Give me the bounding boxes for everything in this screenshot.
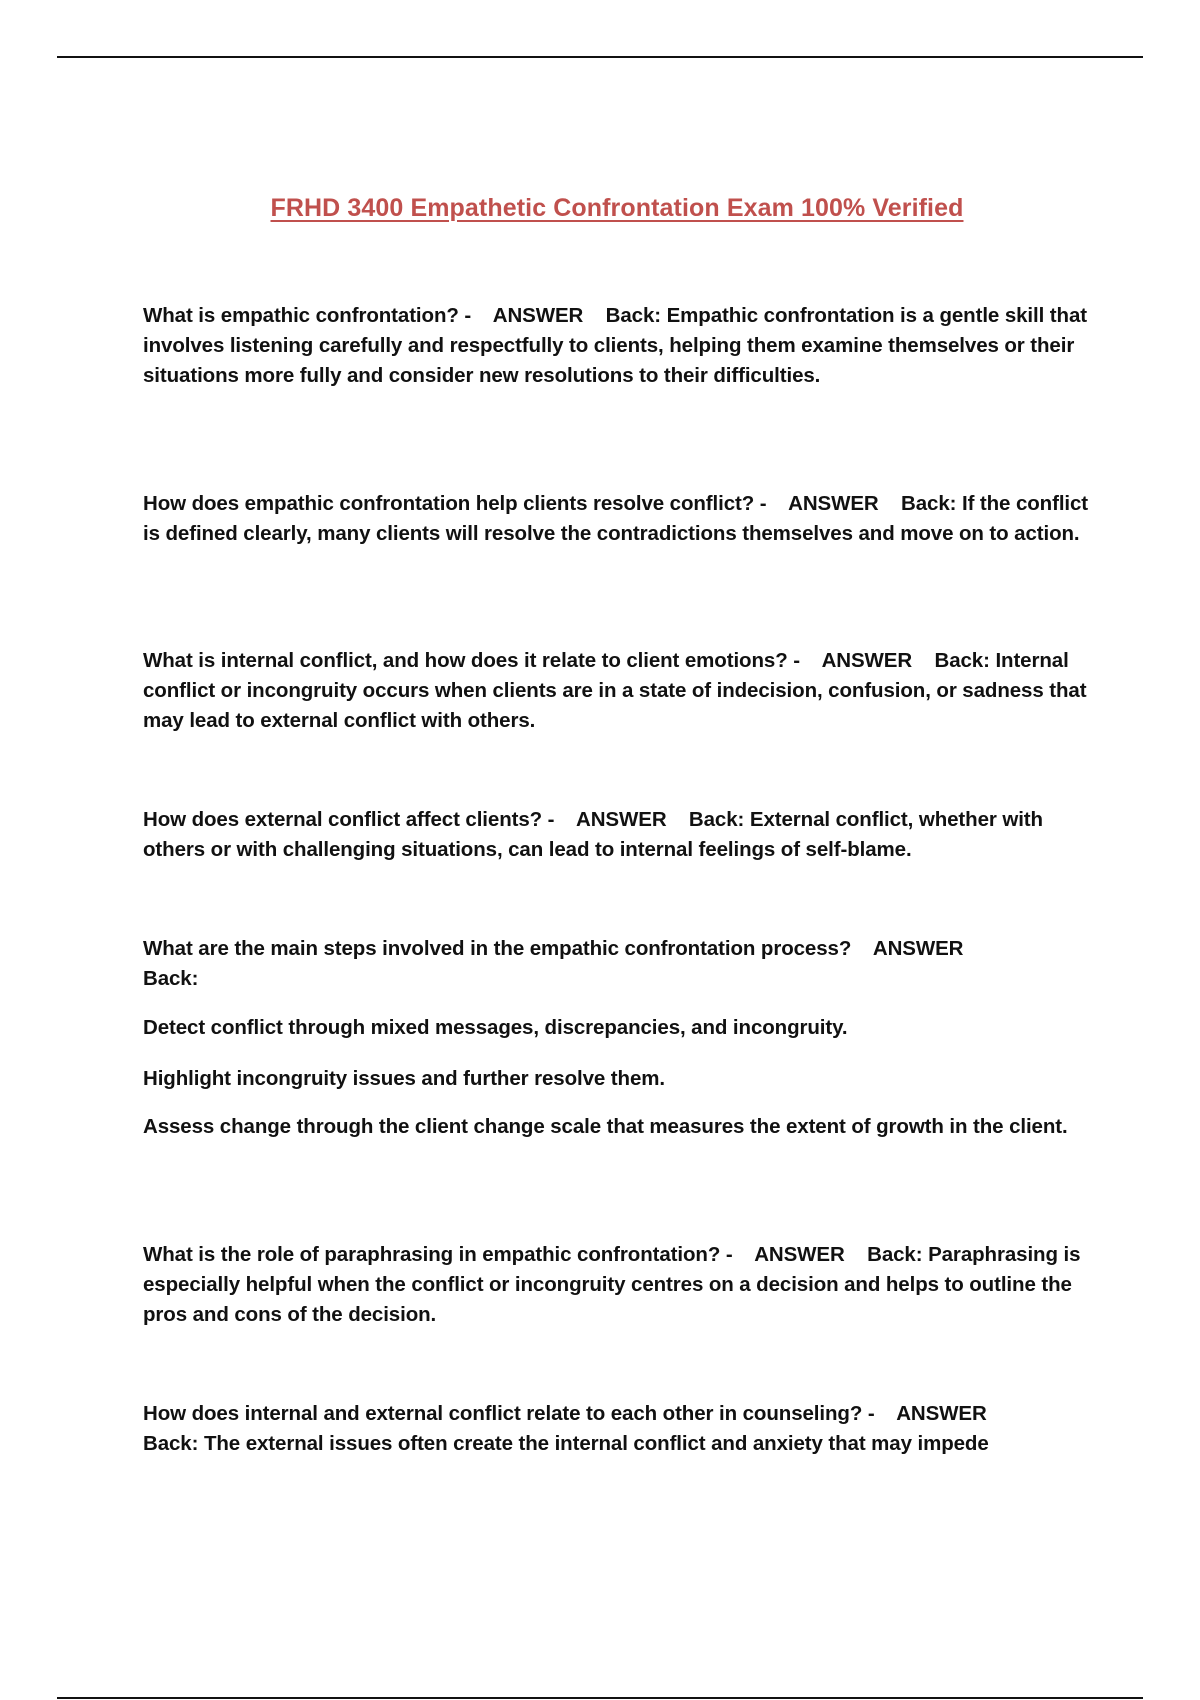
answer-marker: ANSWER: [576, 808, 667, 831]
document-title: FRHD 3400 Empathetic Confrontation Exam 100% Verified: [270, 194, 964, 222]
question-text: What is internal conflict, and how does it relate to client emotions? -: [143, 649, 800, 672]
back-label: Back:: [143, 967, 199, 990]
question-text: What is empathic confrontation? -: [143, 304, 472, 327]
answer-text: External conflict, whether with others or with challenging situations, can lead to internal feelings of self-blame.: [143, 808, 1043, 861]
top-rule: [57, 56, 1143, 58]
question-text: What are the main steps involved in the empathic confrontation process?: [143, 937, 852, 960]
process-step: [143, 1112, 1093, 1142]
answer-text: If the conflict is defined clearly, many clients will resolve the contradictions themselves and move on to action.: [143, 492, 1089, 545]
qa-item: [143, 934, 1093, 994]
qa-item: [143, 1399, 1093, 1459]
bottom-rule: [57, 1697, 1143, 1699]
question-text: What is the role of paraphrasing in empathic confrontation? -: [143, 1243, 733, 1266]
answer-marker: ANSWER: [492, 304, 584, 327]
qa-item: [143, 1240, 1093, 1330]
answer-marker: ANSWER: [896, 1402, 987, 1425]
qa-item: [143, 805, 1093, 865]
question-text: How does external conflict affect clients? -: [143, 808, 555, 831]
answer-marker: ANSWER: [872, 937, 964, 960]
back-label: Back:: [605, 304, 661, 327]
back-label: Back:: [867, 1243, 923, 1266]
qa-item: [143, 301, 1093, 391]
back-label: Back:: [143, 1432, 199, 1455]
answer-text: Internal conflict or incongruity occurs when clients are in a state of indecision, confusion, or sadness that may lead to external conflict with others.: [143, 649, 1087, 732]
qa-item: [143, 489, 1093, 549]
process-step: [143, 1013, 1093, 1043]
step-text: Assess change through the client change scale that measures the extent of growth in the client.: [143, 1115, 1068, 1138]
answer-marker: ANSWER: [788, 492, 879, 515]
question-text: How does internal and external conflict relate to each other in counseling? -: [143, 1402, 875, 1425]
qa-item: [143, 646, 1093, 736]
answer-text: Empathic confrontation is a gentle skill that involves listening carefully and respectfully to clients, helping them examine themselves or their situations more fully and consider new resolutions to their difficulties.: [143, 304, 1087, 387]
step-text: Highlight incongruity issues and further resolve them.: [143, 1067, 665, 1090]
answer-text: Paraphrasing is especially helpful when the conflict or incongruity centres on a decision and helps to outline the pros and cons of the decision.: [143, 1243, 1081, 1326]
process-step: [143, 1064, 1093, 1094]
step-text: Detect conflict through mixed messages, discrepancies, and incongruity.: [143, 1016, 848, 1039]
answer-text: The external issues often create the internal conflict and anxiety that may impede: [203, 1432, 989, 1455]
answer-marker: ANSWER: [754, 1243, 845, 1266]
back-label: Back:: [901, 492, 957, 515]
back-label: Back:: [688, 808, 745, 831]
answer-marker: ANSWER: [821, 649, 913, 672]
back-label: Back:: [934, 649, 990, 672]
question-text: How does empathic confrontation help clients resolve conflict? -: [143, 492, 767, 515]
